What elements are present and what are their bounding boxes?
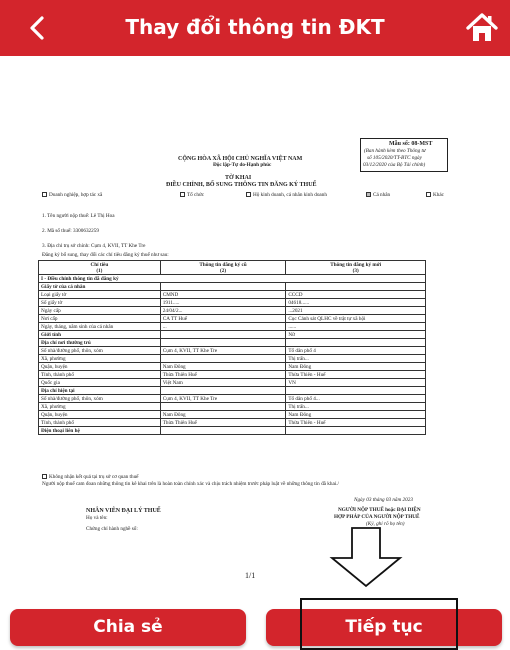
form-note-1: (Ban hành kèm theo Thông tư [364, 148, 426, 154]
declaration: Người nộp thuế cam đoan những thông tin kê khai trên là hoàn toàn chính xác và chịu trách nhiệm trước pháp luật về những thông tin đã khai./ [42, 481, 339, 487]
section-title: I - Điều chỉnh thông tin đã đăng ký [39, 275, 426, 283]
table-row [39, 331, 426, 339]
row-old-value: Thừa Thiên Huế [160, 371, 286, 379]
row-old-value: Việt Nam [160, 379, 286, 387]
row-new-value [286, 387, 426, 395]
form-note-2: số 105/2020/TT-BTC ngày [367, 155, 422, 161]
row-label: Quận, huyện [39, 411, 161, 419]
row-new-value: ...... [286, 323, 426, 331]
row-new-value: Tổ dân phố 4... [286, 395, 426, 403]
table-row [39, 291, 426, 299]
row-new-value [286, 427, 426, 435]
back-arrow-icon[interactable] [22, 12, 54, 44]
row-old-value [160, 283, 286, 291]
row-old-value: ... [160, 323, 286, 331]
row-label: Loại giấy tờ [39, 291, 161, 299]
row-label: Điện thoại liên hệ [39, 427, 161, 435]
row-old-value: 24/04/2... [160, 307, 286, 315]
row-new-value: Thị trấn... [286, 355, 426, 363]
row-new-value: Nữ [286, 331, 426, 339]
row-new-value: CCCD [286, 291, 426, 299]
row-label: Địa chỉ nơi thường trú [39, 339, 161, 347]
row-old-value [160, 403, 286, 411]
row-new-value: ...2021 [286, 307, 426, 315]
page-number: 1/1 [245, 571, 256, 580]
down-arrow-annotation-icon [328, 526, 404, 588]
row-new-value: Thừa Thiên - Huế [286, 419, 426, 427]
row-label: Giới tính [39, 331, 161, 339]
doc-type: TỜ KHAI [225, 175, 252, 181]
table-row [39, 283, 426, 291]
head-office-address: 3. Địa chỉ trụ sở chính: Cụm 4, KVII, TT Khe Tre [42, 243, 146, 249]
type-option-5: Khác [426, 192, 444, 199]
table-row [39, 315, 426, 323]
col-header-new: Thông tin đăng ký mới (3) [286, 261, 426, 275]
agent-cert-label: Chứng chỉ hành nghề số: [86, 526, 138, 532]
taxpayer-sign-note: (Ký, ghi rõ họ tên) [366, 521, 405, 527]
row-label: Nơi cấp [39, 315, 161, 323]
col-header-old: Thông tin đăng ký cũ (2) [160, 261, 286, 275]
table-row [39, 307, 426, 315]
row-new-value [286, 339, 426, 347]
table-row [39, 299, 426, 307]
taxpayer-name: 1. Tên người nộp thuế: Lê Thị Hoa [42, 213, 115, 219]
row-label: Số giấy tờ [39, 299, 161, 307]
row-label: Quận, huyện [39, 363, 161, 371]
table-row [39, 403, 426, 411]
row-old-value [160, 387, 286, 395]
form-note-3: 03/12/2020 của Bộ Tài chính) [363, 162, 426, 168]
page-title: Thay đổi thông tin ĐKT [125, 15, 385, 39]
row-new-value: Thị trấn... [286, 403, 426, 411]
taxpayer-title-2: HỢP PHÁP CỦA NGƯỜI NỘP THUẾ [334, 514, 420, 520]
table-row [39, 379, 426, 387]
table-row [39, 411, 426, 419]
intro-text: Đăng ký bổ sung, thay đổi các chỉ tiêu đăng ký thuế như sau: [42, 252, 169, 258]
col-header-criteria: Chỉ tiêu (1) [39, 261, 161, 275]
share-button[interactable]: Chia sẻ [10, 609, 246, 646]
continue-button[interactable]: Tiếp tục [266, 609, 502, 646]
row-label: Ngày, tháng, năm sinh của cá nhân [39, 323, 161, 331]
row-label: Xã, phường [39, 355, 161, 363]
row-label: Xã, phường [39, 403, 161, 411]
row-new-value: 04618...... [286, 299, 426, 307]
document-preview [0, 56, 510, 596]
row-new-value: Cục Cảnh sát QLHC về trật tự xã hội [286, 315, 426, 323]
row-new-value: Tổ dân phố 4 [286, 347, 426, 355]
sign-date: Ngày 03 tháng 03 năm 2023 [354, 497, 413, 503]
row-label: Quốc gia [39, 379, 161, 387]
row-label: Tỉnh, thành phố [39, 371, 161, 379]
row-old-value: Thừa Thiên Huế [160, 419, 286, 427]
row-old-value: Nam Đông [160, 363, 286, 371]
row-old-value: Cụm 4, KVII, TT Khe Tre [160, 395, 286, 403]
form-code-box [360, 138, 448, 172]
row-old-value [160, 331, 286, 339]
row-label: Ngày cấp [39, 307, 161, 315]
agent-name-label: Họ và tên: [86, 515, 108, 521]
row-label: Số nhà/đường phố, thôn, xóm [39, 347, 161, 355]
type-option-2: Tổ chức [180, 192, 204, 199]
doc-title: ĐIỀU CHỈNH, BỔ SUNG THÔNG TIN ĐĂNG KÝ THUẾ [166, 182, 317, 188]
row-label: Giấy tờ của cá nhân [39, 283, 161, 291]
tax-code: 2. Mã số thuế: 3300632259 [42, 228, 99, 234]
highlight-annotation-box [300, 598, 458, 650]
table-row [39, 427, 426, 435]
row-old-value [160, 355, 286, 363]
row-old-value: CMND [160, 291, 286, 299]
type-option-4: Cá nhân [366, 192, 390, 199]
nation-header: CỘNG HÒA XÃ HỘI CHỦ NGHĨA VIỆT NAM [178, 156, 303, 162]
agent-title: NHÂN VIÊN ĐẠI LÝ THUẾ [86, 508, 161, 514]
type-option-1: Doanh nghiệp, hợp tác xã [42, 192, 102, 199]
table-row [39, 371, 426, 379]
changes-table [38, 260, 426, 435]
form-code: Mẫu số: 08-MST [389, 141, 433, 147]
table-row [39, 395, 426, 403]
table-row [39, 323, 426, 331]
app-header [0, 0, 510, 56]
home-icon[interactable] [464, 10, 500, 46]
row-new-value: Nam Đông [286, 411, 426, 419]
type-option-3: Hộ kinh doanh, cá nhân kinh doanh [246, 192, 327, 199]
table-row [39, 339, 426, 347]
row-label: Địa chỉ hiện tại [39, 387, 161, 395]
row-new-value: Thừa Thiên - Huế [286, 371, 426, 379]
row-old-value: 1911..... [160, 299, 286, 307]
row-label: Tỉnh, thành phố [39, 419, 161, 427]
row-new-value [286, 283, 426, 291]
row-old-value: Nam Đông [160, 411, 286, 419]
table-row [39, 347, 426, 355]
no-result-option: Không nhận kết quả tại trụ sở cơ quan thuế [42, 474, 138, 481]
row-new-value: VN [286, 379, 426, 387]
row-new-value: Nam Đông [286, 363, 426, 371]
motto: Độc lập-Tự do-Hạnh phúc [213, 162, 272, 168]
table-row [39, 363, 426, 371]
table-row [39, 419, 426, 427]
table-row [39, 355, 426, 363]
row-old-value: Cụm 4, KVII, TT Khe Tre [160, 347, 286, 355]
row-old-value [160, 427, 286, 435]
table-row [39, 387, 426, 395]
row-old-value [160, 339, 286, 347]
row-old-value: CA TT Huế [160, 315, 286, 323]
row-label: Số nhà/đường phố, thôn, xóm [39, 395, 161, 403]
taxpayer-title-1: NGƯỜI NỘP THUẾ hoặc ĐẠI DIỆN [338, 507, 421, 513]
